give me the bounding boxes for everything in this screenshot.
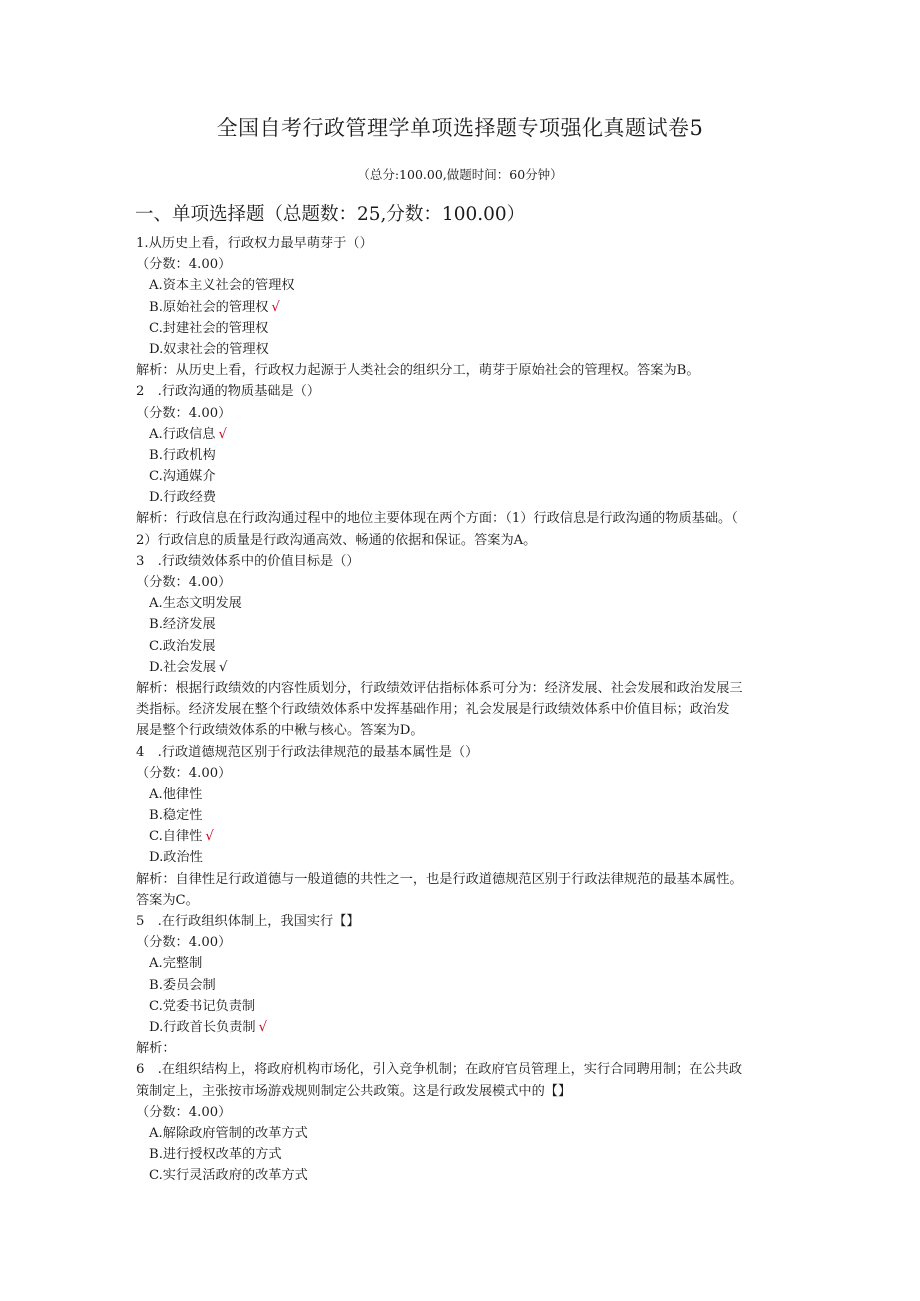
option-text: C.自律性: [149, 829, 203, 845]
option-text: D.社会发展: [149, 659, 217, 675]
question-6: [136, 1059, 786, 1186]
analysis-line: 解析：根据行政绩效的内容性质划分，行政绩效评估指标体系可分为：经济发展、社会发展和政治发展三: [136, 680, 743, 696]
question-stem: 策制定上，主张按市场游戏规则制定公共政策。这是行政发展模式中的【】: [136, 1083, 572, 1099]
analysis-line: 解析：行政信息在行政沟通过程中的地位主要体现在两个方面：（1）行政信息是行政沟通的物质基础。（: [136, 511, 738, 527]
question-score: （分数：4.00）: [136, 935, 232, 951]
question-stem: 1.从历史上看，行政权力最早萌芽于（）: [136, 236, 373, 251]
option-c: C.封建社会的管理权: [149, 320, 269, 336]
option-a: [136, 424, 786, 445]
option-b: B.稳定性: [149, 808, 203, 824]
option-text: D.行政首长负责制: [149, 1019, 256, 1035]
option-a: A.资本主义社会的管理权: [149, 278, 295, 294]
analysis-line: 解析：: [136, 1041, 176, 1057]
option-b: [136, 297, 786, 318]
question-2: [136, 381, 786, 551]
option-d: D.政治性: [149, 850, 203, 866]
option-b: B.行政机构: [149, 447, 216, 463]
question-5: [136, 911, 786, 1059]
option-b: B.进行授权改革的方式: [149, 1147, 282, 1163]
correct-check-icon: √: [205, 829, 214, 845]
analysis-line: 展是整个行政绩效体系的中楸与核心。答案为D。: [136, 723, 424, 739]
question-score: （分数：4.00）: [136, 765, 232, 781]
option-text: A.行政信息: [149, 426, 216, 442]
question-stem: 3 .行政绩效体系中的价值目标是（）: [136, 553, 360, 569]
option-d: D.奴隶社会的管理权: [149, 341, 269, 357]
exam-meta: （总分:100.00,做题时间：60分钟）: [357, 167, 563, 182]
question-score: （分数：4.00）: [136, 257, 232, 273]
question-score: （分数：4.00）: [136, 1104, 232, 1120]
analysis-line: 类指标。经济发展在整个行政绩效体系中发挥基础作用；礼会发展是行政绩效体系中价值目标；政治发: [136, 702, 730, 718]
option-d: [136, 1017, 786, 1038]
option-c: C.党委书记负责制: [149, 998, 256, 1014]
question-stem: 6 .在组织结构上，将政府机构市场化，引入竞争机制；在政府官员管理上，实行合同聘用制；在公共政: [136, 1062, 743, 1078]
question-score: （分数：4.00）: [136, 405, 232, 421]
option-a: A.解除政府管制的改革方式: [149, 1125, 308, 1141]
question-score: （分数：4.00）: [136, 575, 232, 590]
option-b: B.委员会制: [149, 977, 216, 993]
question-list: [136, 233, 786, 1186]
analysis-line: 2）行政信息的质量是行政沟通高效、畅通的依据和保证。答案为A。: [136, 532, 537, 548]
question-4: [136, 742, 786, 912]
question-stem: 5 .在行政组织体制上，我国实行【】: [136, 914, 360, 929]
option-d: [136, 657, 786, 678]
option-b: B.经济发展: [149, 617, 216, 633]
option-a: A.完整制: [149, 956, 203, 972]
option-d: D.行政经费: [149, 490, 217, 506]
correct-check-icon: √: [271, 299, 280, 315]
page-title: 全国自考行政管理学单项选择题专项强化真题试卷5: [216, 116, 704, 140]
correct-check-icon: √: [258, 1019, 268, 1035]
analysis-line: 答案为C。: [136, 892, 199, 908]
option-a: A.生态文明发展: [149, 596, 242, 612]
section-heading: 一、单项选择题（总题数：25,分数：100.00）: [135, 204, 526, 225]
correct-check-icon: √: [218, 426, 227, 442]
analysis-line: 解析：从历史上看，行政权力起源于人类社会的组织分工，萌芽于原始社会的管理权。答案为B。: [136, 363, 700, 379]
question-1: [136, 233, 786, 381]
option-a: A.他律性: [149, 786, 203, 802]
analysis-line: 解析：自律性足行政道德与一般道德的共性之一，也是行政道德规范区别于行政法律规范的最基本属性。: [136, 871, 743, 887]
option-c: C.实行灵活政府的改革方式: [149, 1168, 308, 1184]
question-stem: 2 .行政沟通的物质基础是（）: [136, 384, 321, 400]
option-text: B.原始社会的管理权: [149, 299, 269, 315]
option-c: C.沟通媒介: [149, 469, 216, 485]
question-stem: 4 .行政道德规范区别于行政法律规范的最基本属性是（）: [136, 744, 479, 760]
option-c: [136, 826, 786, 847]
correct-check-icon: √: [219, 659, 228, 675]
question-3: [136, 551, 786, 742]
option-c: C.政治发展: [149, 638, 216, 654]
